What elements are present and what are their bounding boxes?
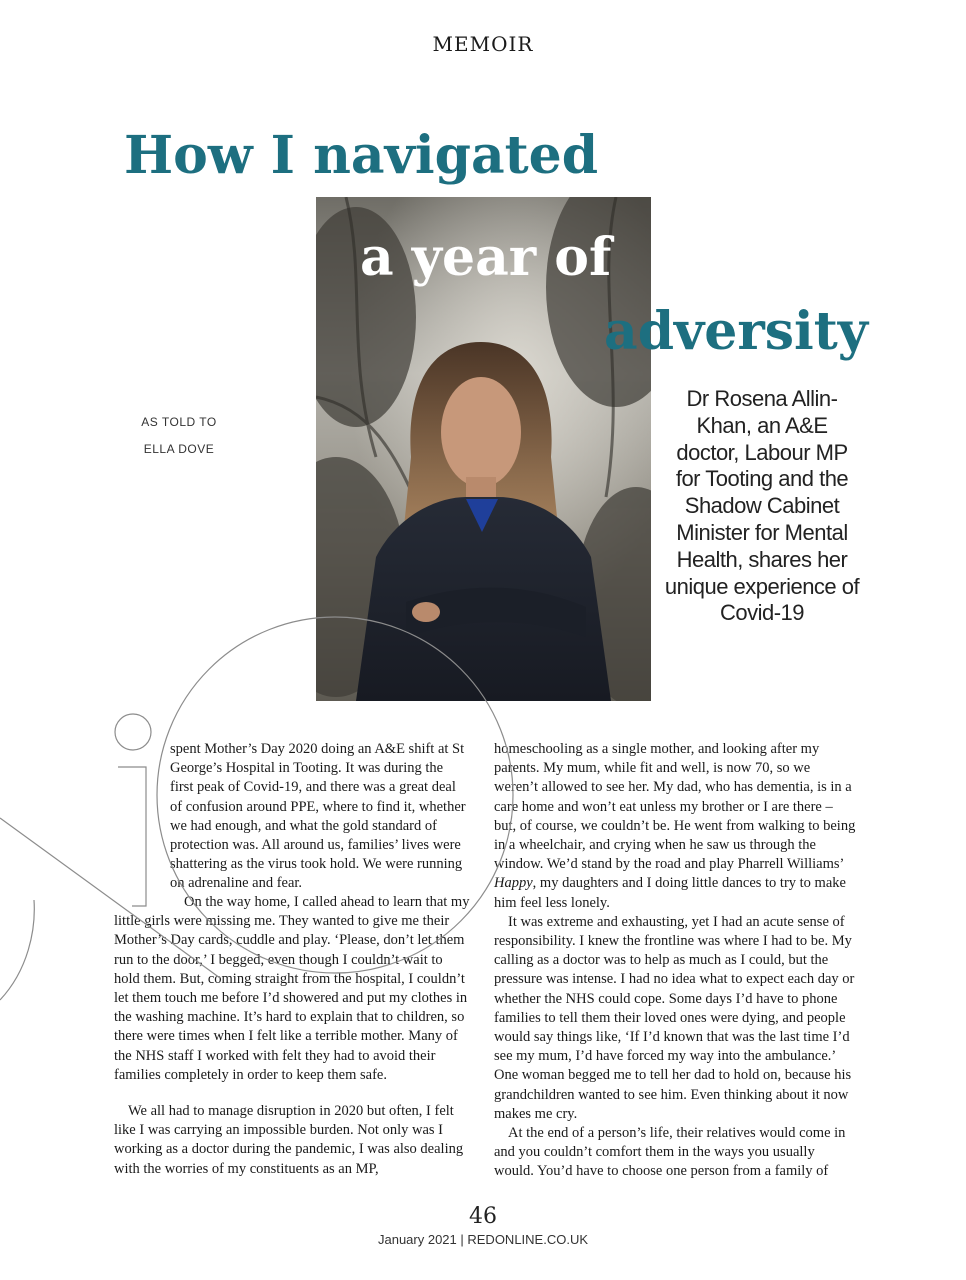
byline-author: ELLA DOVE (143, 442, 215, 456)
headline-line-2: a year of (360, 227, 612, 288)
standfirst: Dr Rosena Allin-Khan, an A&E doctor, Labour MP for Tooting and the Shadow Cabinet Minister for Mental Health, shares her unique experience of Covid-19 (664, 386, 860, 626)
body-right-column (494, 740, 856, 1182)
body-paragraph-3: We all had to manage disruption in 2020 but often, I felt like I was carrying an impossible burden. Not only was I working as a doctor during the pandemic, I was also dealing with the worries of my constituents as an MP, (114, 1103, 464, 1177)
footer-issue: January 2021 | REDONLINE.CO.UK (377, 1232, 588, 1247)
body-right-paragraph-3: At the end of a person’s life, their relatives would come in and you couldn’t comfort them in the ways you usually would. You’d have to choose one person from a family of (494, 1125, 846, 1180)
body-right-paragraph-2: It was extreme and exhausting, yet I had an acute sense of responsibility. I knew the frontline was where I had to be. My calling as a doctor was to help as much as I could, but the pressure was intense. I had no idea what to expect each day or whether the NHS could cope. Some days I’d have to phone families to tell them their loved ones were dying, and people would say things like, ‘If I’d known that was the last time I’d see my mum, I’d have forced my way into the ambulance.’ One woman begged me to tell her dad to hold on, because his grandchildren wanted to see him. Even thinking about it now makes me cry. (494, 913, 855, 1122)
headline-line-3: adversity (604, 301, 869, 362)
song-title: Happy (494, 875, 533, 892)
byline-label: AS TOLD TO (141, 415, 217, 429)
page-number: 46 (469, 1204, 497, 1229)
section-label: MEMOIR (432, 32, 534, 56)
body-lead-paragraph: spent Mother’s Day 2020 doing an A&E shift at St George’s Hospital in Tooting. It was during the first peak of Covid-19, and there was a great deal of confusion around PPE, where to find it, whether we had enough, and what the gold standard of protection was. All around us, families’ lives were shattering as the virus took hold. We were running on adrenaline and fear. (170, 741, 466, 892)
body-right-paragraph-1: homeschooling as a single mother, and looking after my parents. My mum, while fit and well, is now 70, so we weren’t allowed to see her. My dad, who has dementia, is in a care home and won’t eat unless my brother or I are there – but, of course, we couldn’t be. He went from walking to being in a wheelchair, and crying when he saw us through the window. We’d stand by the road and play Pharrell Williams’ Happy, my daughters and I doing little dances to try to make him feel less lonely. (494, 741, 856, 911)
body-paragraph-2: On the way home, I called ahead to learn that my little girls were missing me. They wanted to give me their Mother’s Day cards, cuddle and play. ‘Please, don’t let them run to the door,’ I begged, even though I couldn’t wait to hold them. But, coming straight from the hospital, I couldn’t let them touch me before I’d showered and put my clothes in the washing machine. It’s hard to explain that to children, so there were times when I felt like a terrible mother. Many of the NHS staff I worked with felt they had to avoid their families completely in order to keep them safe. (114, 894, 470, 1083)
headline-line-1: How I navigated (124, 125, 599, 186)
